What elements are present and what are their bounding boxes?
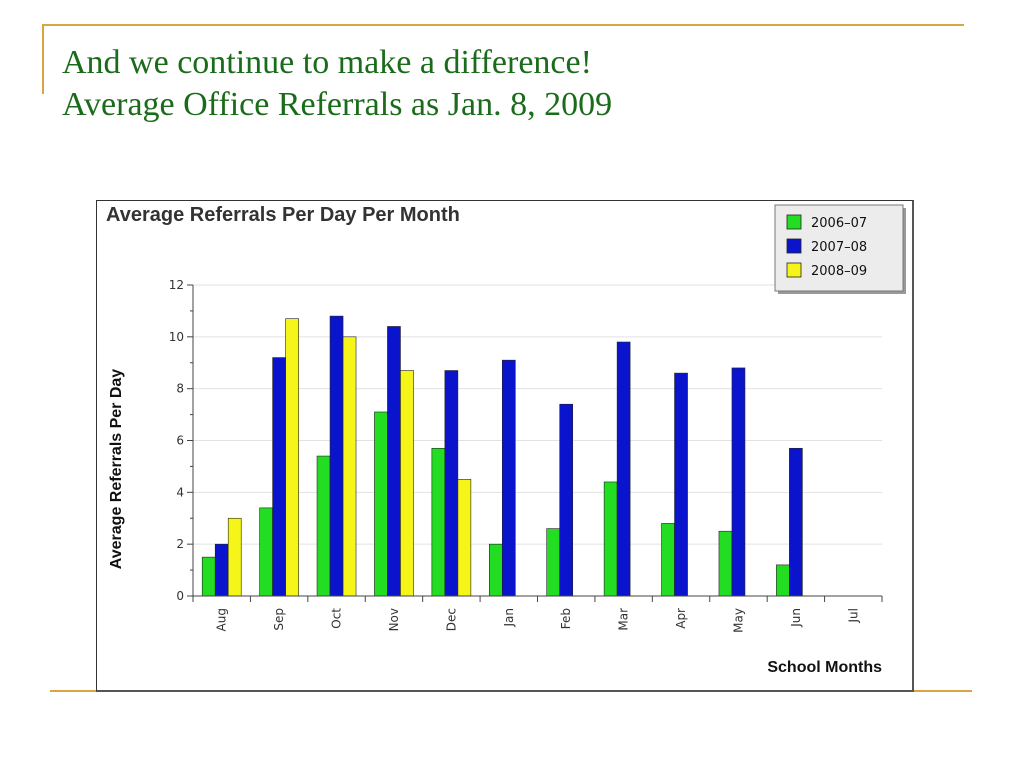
x-tick-label: Dec bbox=[444, 608, 459, 632]
y-tick-label: 12 bbox=[168, 278, 184, 292]
bar-aug-series-3 bbox=[228, 518, 241, 596]
x-tick-label: Nov bbox=[386, 608, 401, 632]
chart-frame bbox=[96, 200, 914, 692]
legend-label: 2006–07 bbox=[811, 216, 868, 231]
bar-mar-series-1 bbox=[604, 482, 617, 596]
bar-chart bbox=[97, 201, 913, 691]
bar-nov-series-3 bbox=[400, 371, 413, 596]
y-tick-label: 8 bbox=[176, 381, 184, 396]
x-axis-label: School Months bbox=[767, 659, 882, 676]
y-tick-label: 4 bbox=[176, 485, 184, 500]
x-tick-label: Jul bbox=[846, 608, 861, 623]
bar-aug-series-1 bbox=[202, 557, 215, 596]
bar-oct-series-1 bbox=[317, 456, 330, 596]
y-tick-label: 2 bbox=[176, 537, 184, 552]
legend bbox=[775, 205, 906, 294]
bar-sep-series-1 bbox=[260, 508, 273, 596]
y-tick-label: 10 bbox=[168, 329, 184, 344]
x-tick-label: Feb bbox=[559, 608, 574, 630]
legend-swatch bbox=[787, 239, 801, 253]
bar-nov-series-1 bbox=[374, 412, 387, 596]
slide-title-line-2: Average Office Referrals as Jan. 8, 2009 bbox=[62, 86, 613, 123]
legend-label: 2008–09 bbox=[811, 264, 868, 279]
chart-title: Average Referrals Per Day Per Month bbox=[106, 204, 460, 226]
slide-left-rule bbox=[42, 24, 44, 94]
bar-dec-series-3 bbox=[458, 479, 471, 596]
bars bbox=[202, 316, 802, 596]
x-tick-label: Sep bbox=[272, 608, 287, 631]
y-tick-labels bbox=[169, 278, 184, 603]
bar-mar-series-2 bbox=[617, 342, 630, 596]
legend-swatch bbox=[787, 215, 801, 229]
legend-label: 2007–08 bbox=[811, 240, 868, 255]
x-tick-label: May bbox=[731, 608, 746, 633]
y-tick-label: 6 bbox=[176, 433, 184, 448]
bar-jun-series-2 bbox=[789, 448, 802, 596]
bar-oct-series-2 bbox=[330, 316, 343, 596]
bar-sep-series-2 bbox=[273, 358, 286, 596]
slide-title bbox=[62, 42, 612, 126]
bar-apr-series-2 bbox=[675, 373, 688, 596]
y-tick-label: 0 bbox=[176, 589, 184, 603]
slide-title-line-1: And we continue to make a difference! bbox=[62, 44, 592, 81]
slide-top-rule bbox=[42, 24, 964, 26]
x-tick-label: Oct bbox=[329, 608, 344, 629]
bar-jan-series-1 bbox=[489, 544, 502, 596]
bar-dec-series-1 bbox=[432, 448, 445, 596]
y-axis-label: Average Referrals Per Day bbox=[108, 368, 125, 570]
bar-feb-series-1 bbox=[547, 529, 560, 596]
bar-oct-series-3 bbox=[343, 337, 356, 596]
x-tick-labels bbox=[215, 608, 861, 633]
x-tick-label: Aug bbox=[214, 608, 229, 632]
x-tick-label: Jun bbox=[788, 608, 803, 627]
bar-aug-series-2 bbox=[215, 544, 228, 596]
x-tick-label: Mar bbox=[616, 608, 631, 631]
bar-apr-series-1 bbox=[662, 523, 675, 596]
legend-swatch bbox=[787, 263, 801, 277]
bar-nov-series-2 bbox=[387, 326, 400, 596]
x-tick-label: Apr bbox=[674, 608, 689, 629]
bar-jun-series-1 bbox=[776, 565, 789, 596]
bar-jan-series-2 bbox=[502, 360, 515, 596]
bar-sep-series-3 bbox=[286, 319, 299, 596]
x-tick-label: Jan bbox=[501, 608, 516, 627]
bar-dec-series-2 bbox=[445, 371, 458, 596]
bar-may-series-1 bbox=[719, 531, 732, 596]
bar-feb-series-2 bbox=[560, 404, 573, 596]
bar-may-series-2 bbox=[732, 368, 745, 596]
